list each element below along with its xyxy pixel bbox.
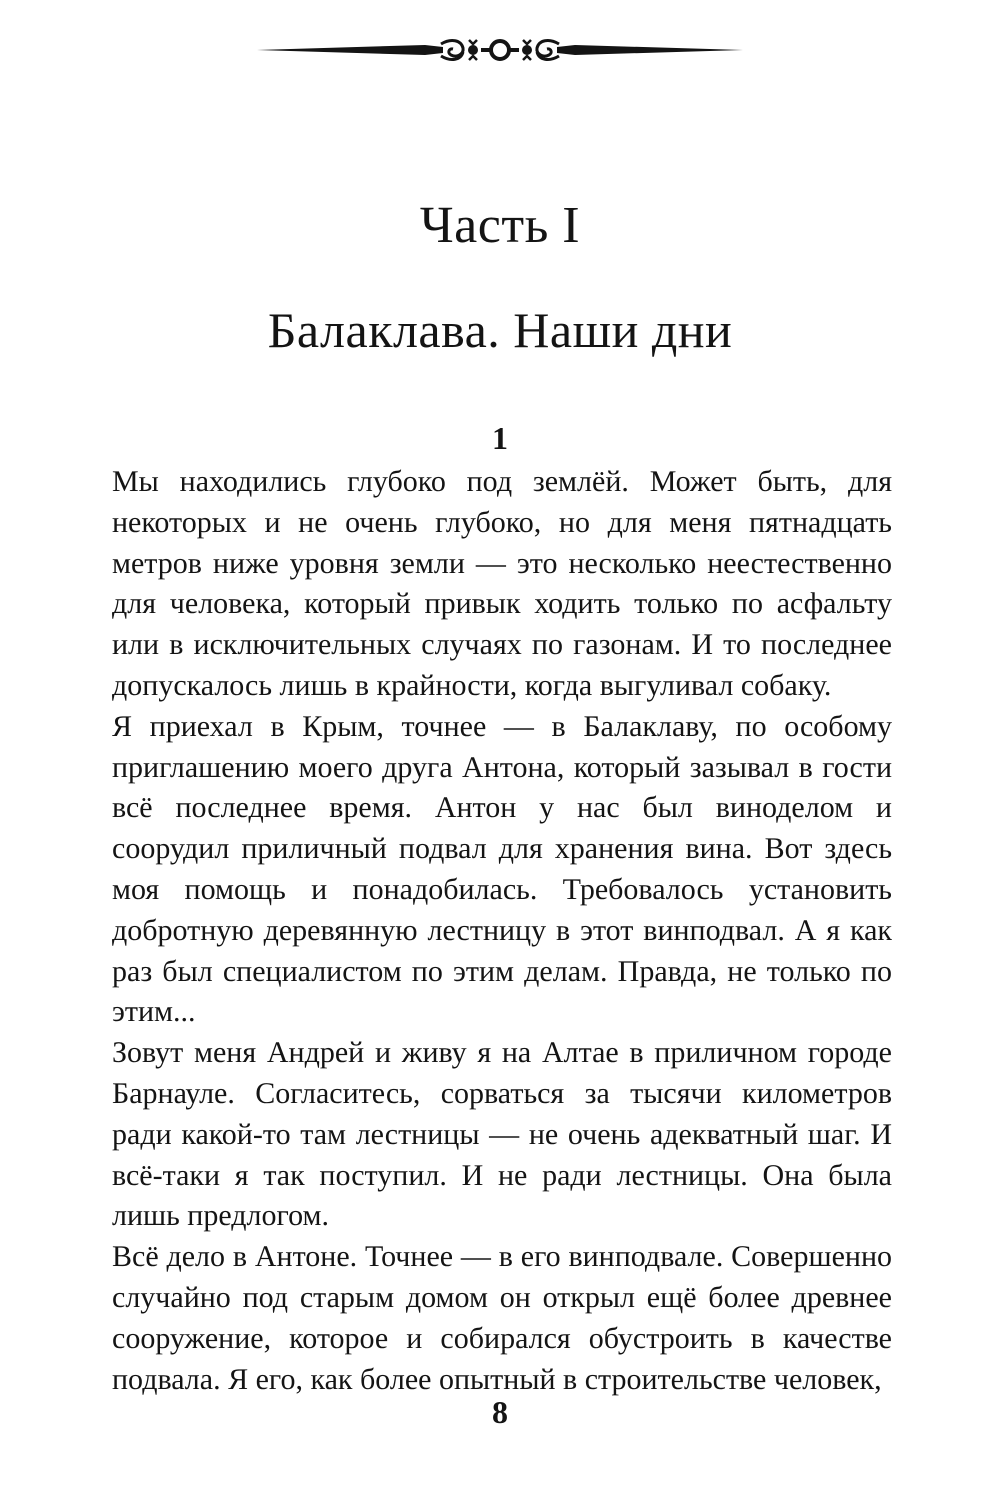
paragraph-2: Я приехал в Крым, точнее — в Балаклаву, по особому приглашению моего друга Антона, который зазывал в гости всё последнее время. Антон у нас был виноделом и соорудил приличный подвал для хранения вина. Вот здесь моя помощь и понадобилась. Требовалось установить добротную деревянную лестницу в этот винподвал. А я как раз был специалистом по этим делам. Правда, не только по этим... — [112, 709, 892, 1029]
section-number: 1 — [492, 420, 508, 456]
page-number: 8 — [492, 1394, 508, 1430]
part-title: Часть I — [419, 197, 581, 254]
body-text — [112, 462, 892, 1400]
paragraph-4: Всё дело в Антоне. Точнее — в его винподвале. Совершенно случайно под старым домом он открыл ещё более древнее сооружение, которое и собирался обустроить в качестве подвала. Я его, как более опытный в строительстве человек, — [112, 1240, 892, 1396]
decorative-flourish-icon — [255, 28, 745, 72]
paragraph-3: Зовут меня Андрей и живу я на Алтае в приличном городе Барнауле. Согласитесь, сорваться за тысячи километров ради какой-то там лестницы — не очень адекватный шаг. И всё-таки я так поступил. И не ради лестницы. Она была лишь предлогом. — [112, 1036, 892, 1233]
chapter-title: Балаклава. Наши дни — [267, 302, 733, 358]
paragraph-1: Мы находились глубоко под землёй. Может быть, для некоторых и не очень глубоко, но для меня пятнадцать метров ниже уровня земли — это несколько неестественно для человека, который привык ходить только по асфальту или в исключительных случаях по газонам. И то последнее допускалось лишь в крайности, когда выгуливал собаку. — [112, 465, 892, 702]
